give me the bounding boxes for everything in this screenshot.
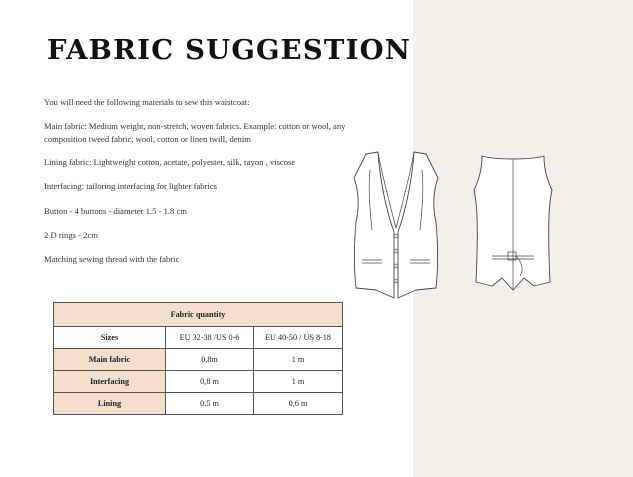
table-header-cell: Sizes (54, 327, 166, 349)
fabric-quantity-table (53, 302, 343, 415)
table-row (54, 349, 343, 371)
table-caption: Fabric quantity (54, 303, 343, 327)
d-rings-text: 2 D rings - 2cm (44, 230, 98, 240)
table-cell: 0,6 m (254, 393, 343, 415)
table-row-label: Interfacing (54, 371, 166, 393)
table-cell: 0,5 m (166, 393, 254, 415)
vest-back-icon (472, 152, 554, 300)
lining-fabric-text: Lining fabric: Lightweight cotton, acetate, polyester, silk, rayon , viscose (44, 157, 296, 167)
table-row-label: Main fabric (54, 349, 166, 371)
table-row (54, 393, 343, 415)
table-header-row (54, 327, 343, 349)
table-header-cell: EU 32-38 /US 0-6 (166, 327, 254, 349)
table-header-cell: EU 40-50 / US 8-18 (254, 327, 343, 349)
table-row-label: Lining (54, 393, 166, 415)
table-cell: 1 m (254, 349, 343, 371)
interfacing-text: Interfacing: tailoring interfacing for lighter fabrics (44, 181, 217, 191)
table-cell: 1 m (254, 371, 343, 393)
table-cell: 0,8 m (166, 371, 254, 393)
thread-text: Matching sewing thread with the fabric (44, 254, 180, 264)
intro-text: You will need the following materials to sew this waistcoat: (44, 97, 250, 107)
page-title: FABRIC SUGGESTION (47, 34, 412, 66)
button-text: Button - 4 buttons - diameter 1.5 - 1.8 cm (44, 206, 187, 216)
vest-front-icon (346, 150, 446, 305)
table-row (54, 371, 343, 393)
table-cell: 0,8m (166, 349, 254, 371)
main-fabric-text: Main fabric: Medium weight, non-stretch, woven fabrics. Example: cotton or wool, any composition tweed fabric, wool, cotton or linen twill, denim (44, 121, 346, 144)
